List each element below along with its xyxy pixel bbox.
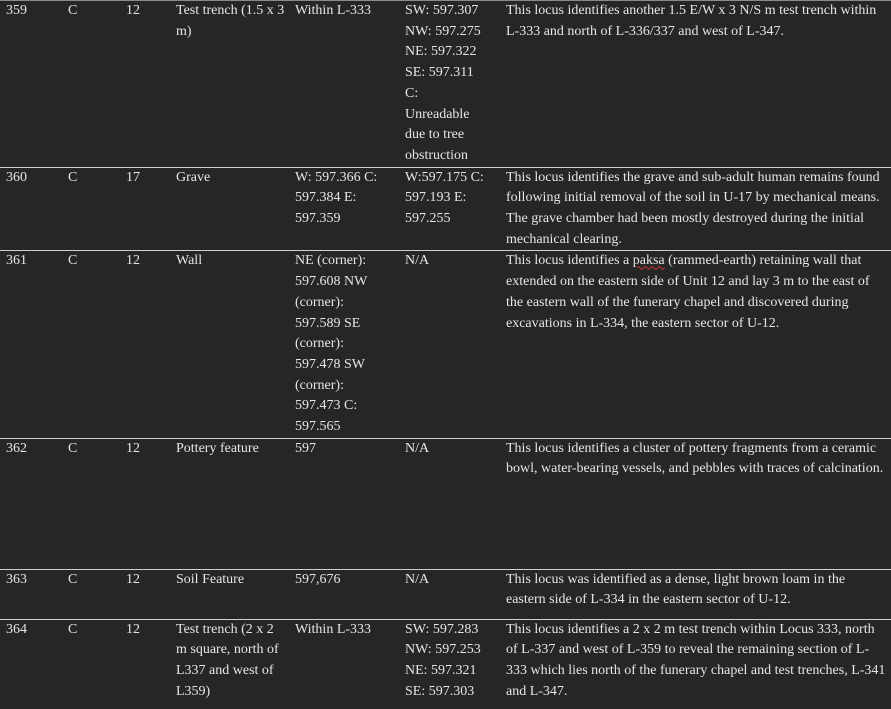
description-cell: This locus identifies the grave and sub-adult human remains found following initial removal of the soil in U-17 by mechanical means. The grave chamber had been mostly destroyed during the initial mechanical clearing. (500, 167, 891, 251)
locus-number: 360 (0, 167, 62, 251)
top-elevation-cell: NE (corner): 597.608 NW (corner): 597.589 SE (corner): 597.478 SW (corner): 597.473 C: 597.565 (289, 251, 399, 438)
top-elevation-cell: Within L-333 (289, 619, 399, 709)
type-cell: Soil Feature (170, 569, 289, 619)
bottom-elevation-cell: W:597.175 C: 597.193 E: 597.255 (399, 167, 500, 251)
description-text: This locus identifies a (506, 253, 633, 269)
table-row (0, 619, 891, 709)
unit-cell: 17 (120, 167, 170, 251)
type-cell: Pottery feature (170, 438, 289, 569)
table-row (0, 569, 891, 619)
locus-number: 359 (0, 1, 62, 168)
table-row (0, 438, 891, 569)
bottom-elevation-cell: SW: 597.307 NW: 597.275 NE: 597.322 SE: 597.311 C: Unreadable due to tree obstruction (399, 1, 500, 168)
locus-number: 363 (0, 569, 62, 619)
locus-number: 364 (0, 619, 62, 709)
description-cell: This locus identifies a cluster of pottery fragments from a ceramic bowl, water-bearing vessels, and pebbles with traces of calcination. (500, 438, 891, 569)
area-cell: C (62, 167, 120, 251)
table-row (0, 251, 891, 438)
type-cell: Test trench (1.5 x 3 m) (170, 1, 289, 168)
description-cell: This locus identifies another 1.5 E/W x 3 N/S m test trench within L-333 and north of L-336/337 and west of L-347. (500, 1, 891, 168)
unit-cell: 12 (120, 251, 170, 438)
type-cell: Test trench (2 x 2 m square, north of L337 and west of L359) (170, 619, 289, 709)
description-cell (500, 251, 891, 438)
table-row (0, 1, 891, 168)
unit-cell: 12 (120, 1, 170, 168)
area-cell: C (62, 569, 120, 619)
bottom-elevation-cell: N/A (399, 438, 500, 569)
spellcheck-flagged-word: paksa (632, 253, 665, 269)
area-cell: C (62, 251, 120, 438)
area-cell: C (62, 1, 120, 168)
description-cell: This locus identifies a 2 x 2 m test trench within Locus 333, north of L-337 and west of L-359 to reveal the remaining section of L-333 which lies north of the funerary chapel and test trenches, L-341 and L-347. (500, 619, 891, 709)
bottom-elevation-cell: N/A (399, 251, 500, 438)
top-elevation-cell: W: 597.366 C: 597.384 E: 597.359 (289, 167, 399, 251)
locus-number: 361 (0, 251, 62, 438)
area-cell: C (62, 438, 120, 569)
description-text: (rammed-earth) retaining wall that extended on the eastern side of Unit 12 and lay 3 m to the east of the eastern wall of the funerary chapel and discovered during excavations in L-334, the eastern sector of U-12. (506, 253, 870, 331)
bottom-elevation-cell: SW: 597.283 NW: 597.253 NE: 597.321 SE: 597.303 (399, 619, 500, 709)
top-elevation-cell: 597,676 (289, 569, 399, 619)
area-cell: C (62, 619, 120, 709)
unit-cell: 12 (120, 438, 170, 569)
top-elevation-cell: Within L-333 (289, 1, 399, 168)
bottom-elevation-cell: N/A (399, 569, 500, 619)
type-cell: Wall (170, 251, 289, 438)
unit-cell: 12 (120, 569, 170, 619)
description-cell: This locus was identified as a dense, light brown loam in the eastern side of L-334 in the eastern sector of U-12. (500, 569, 891, 619)
top-elevation-cell: 597 (289, 438, 399, 569)
unit-cell: 12 (120, 619, 170, 709)
table-row (0, 167, 891, 251)
locus-number: 362 (0, 438, 62, 569)
type-cell: Grave (170, 167, 289, 251)
